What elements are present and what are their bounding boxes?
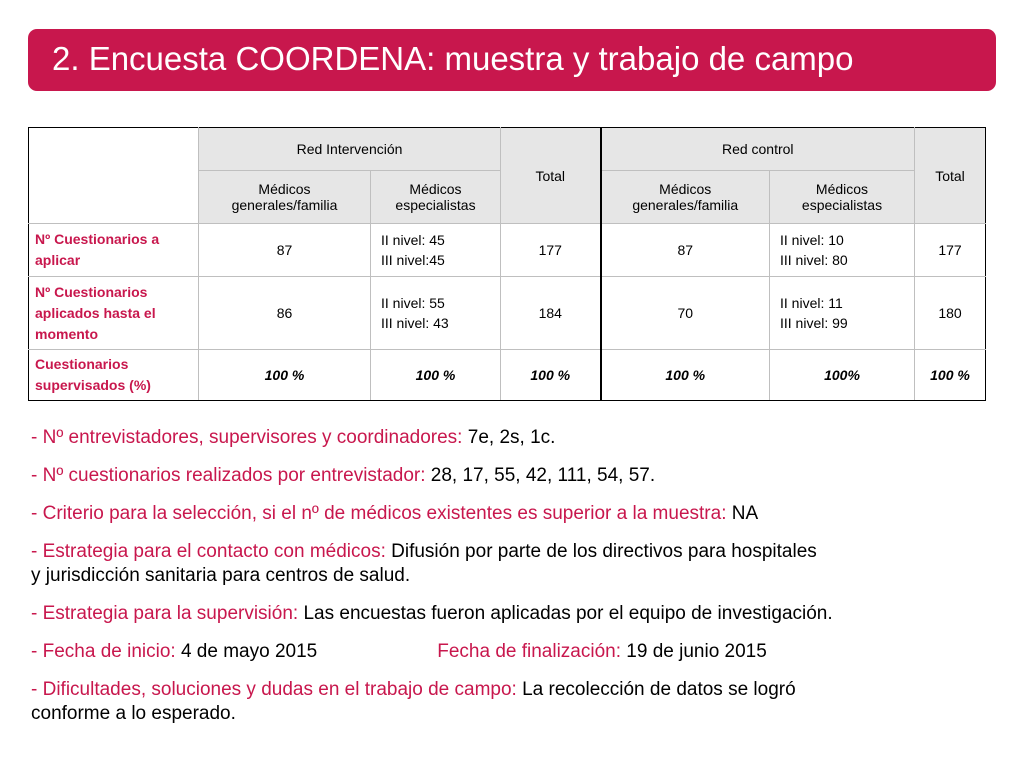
bullet-label: - Dificultades, soluciones y dudas en el trabajo de campo: — [31, 679, 517, 700]
level-line: III nivel: 99 — [780, 315, 848, 331]
cell-int-specialist — [371, 224, 501, 277]
bullet-dates — [31, 640, 1001, 664]
bullet-list — [31, 426, 1001, 740]
bullet-supervision-strategy — [31, 602, 1001, 626]
subheader-line: generales/familia — [632, 197, 739, 213]
cell-ctl-general: 87 — [601, 224, 770, 277]
subheader-line: especialistas — [801, 197, 883, 213]
cell-ctl-total: 177 — [915, 224, 986, 277]
subheader-int-specialist — [371, 171, 501, 224]
row-label — [29, 277, 199, 350]
row-label-line: supervisados (%) — [35, 377, 151, 393]
level-line: II nivel: 45 — [381, 232, 445, 248]
cell-int-total: 100 % — [501, 350, 601, 401]
level-line: II nivel: 10 — [780, 232, 844, 248]
cell-ctl-specialist — [770, 277, 915, 350]
bullet-label: - Criterio para la selección, si el nº de médicos existentes es superior a la muestra: — [31, 503, 727, 524]
cell-ctl-specialist: 100% — [770, 350, 915, 401]
cell-ctl-specialist — [770, 224, 915, 277]
row-label — [29, 350, 199, 401]
table-row — [29, 224, 986, 277]
bullet-value: 28, 17, 55, 42, 111, 54, 57. — [425, 465, 656, 486]
cell-ctl-total: 180 — [915, 277, 986, 350]
bullet-value: 7e, 2s, 1c. — [462, 427, 556, 448]
row-label-line: Nº Cuestionarios a — [35, 231, 160, 247]
row-label-line: Cuestionarios — [35, 356, 129, 372]
level-line: II nivel: 55 — [381, 295, 445, 311]
level-line: II nivel: 11 — [780, 295, 843, 311]
start-date-label: - Fecha de inicio: — [31, 641, 176, 662]
table-row — [29, 277, 986, 350]
bullet-value: NA — [726, 503, 759, 524]
end-date-label: Fecha de finalización: — [437, 641, 622, 662]
bullet-contact-strategy — [31, 540, 1001, 588]
cell-int-general: 87 — [199, 224, 371, 277]
cell-int-general: 100 % — [199, 350, 371, 401]
cell-int-total: 184 — [501, 277, 601, 350]
row-label-line: aplicados hasta el — [35, 304, 156, 321]
level-line: III nivel:45 — [381, 252, 445, 268]
group-header-intervention: Red Intervención — [199, 128, 501, 171]
cell-int-general: 86 — [199, 277, 371, 350]
subheader-line: Médicos — [409, 181, 462, 197]
total-header-control: Total — [915, 128, 986, 224]
bullet-value: y jurisdicción sanitaria para centros de salud. — [31, 565, 411, 586]
bullet-label: - Estrategia para la supervisión: — [31, 603, 299, 624]
subheader-line: Médicos — [659, 181, 712, 197]
subheader-int-general — [199, 171, 371, 224]
cell-int-total: 177 — [501, 224, 601, 277]
bullet-label: - Estrategia para el contacto con médicos: — [31, 541, 386, 562]
subheader-ctl-general — [601, 171, 770, 224]
cell-int-specialist: 100 % — [371, 350, 501, 401]
row-label-line: Nº Cuestionarios — [35, 283, 148, 300]
cell-int-specialist — [371, 277, 501, 350]
bullet-label: - Nº entrevistadores, supervisores y coordinadores: — [31, 427, 463, 448]
row-label-line: aplicar — [35, 252, 81, 268]
subheader-line: Médicos — [258, 181, 311, 197]
bullet-value: La recolección de datos se logró — [516, 679, 796, 700]
cell-ctl-total: 100 % — [915, 350, 986, 401]
bullet-questionnaires-per-interviewer — [31, 464, 1001, 488]
subheader-line: Médicos — [815, 181, 869, 197]
level-line: III nivel: 80 — [780, 252, 848, 268]
table-row — [29, 350, 986, 401]
bullet-value: Difusión por parte de los directivos para hospitales — [385, 541, 817, 562]
row-label-line: momento — [35, 325, 98, 342]
cell-ctl-general: 70 — [601, 277, 770, 350]
bullet-value: Las encuestas fueron aplicadas por el equipo de investigación. — [298, 603, 833, 624]
row-label — [29, 224, 199, 277]
total-header-intervention: Total — [501, 128, 601, 224]
corner-cell — [29, 128, 199, 224]
subheader-line: especialistas — [395, 197, 476, 213]
subheader-line: generales/familia — [231, 197, 338, 213]
slide-title: 2. Encuesta COORDENA: muestra y trabajo de campo — [52, 40, 854, 77]
level-line: III nivel: 43 — [381, 315, 449, 331]
group-header-control: Red control — [601, 128, 915, 171]
cell-ctl-general: 100 % — [601, 350, 770, 401]
start-date-value: 4 de mayo 2015 — [175, 641, 318, 662]
subheader-ctl-specialist — [770, 171, 915, 224]
end-date-value: 19 de junio 2015 — [621, 641, 767, 662]
bullet-selection-criteria — [31, 502, 1001, 526]
bullet-value: conforme a lo esperado. — [31, 703, 236, 724]
bullet-label: - Nº cuestionarios realizados por entrevistador: — [31, 465, 426, 486]
survey-table — [28, 127, 986, 401]
bullet-interviewers — [31, 426, 1001, 450]
header-row-groups — [29, 128, 986, 171]
title-banner — [28, 29, 996, 91]
bullet-difficulties — [31, 678, 1001, 726]
